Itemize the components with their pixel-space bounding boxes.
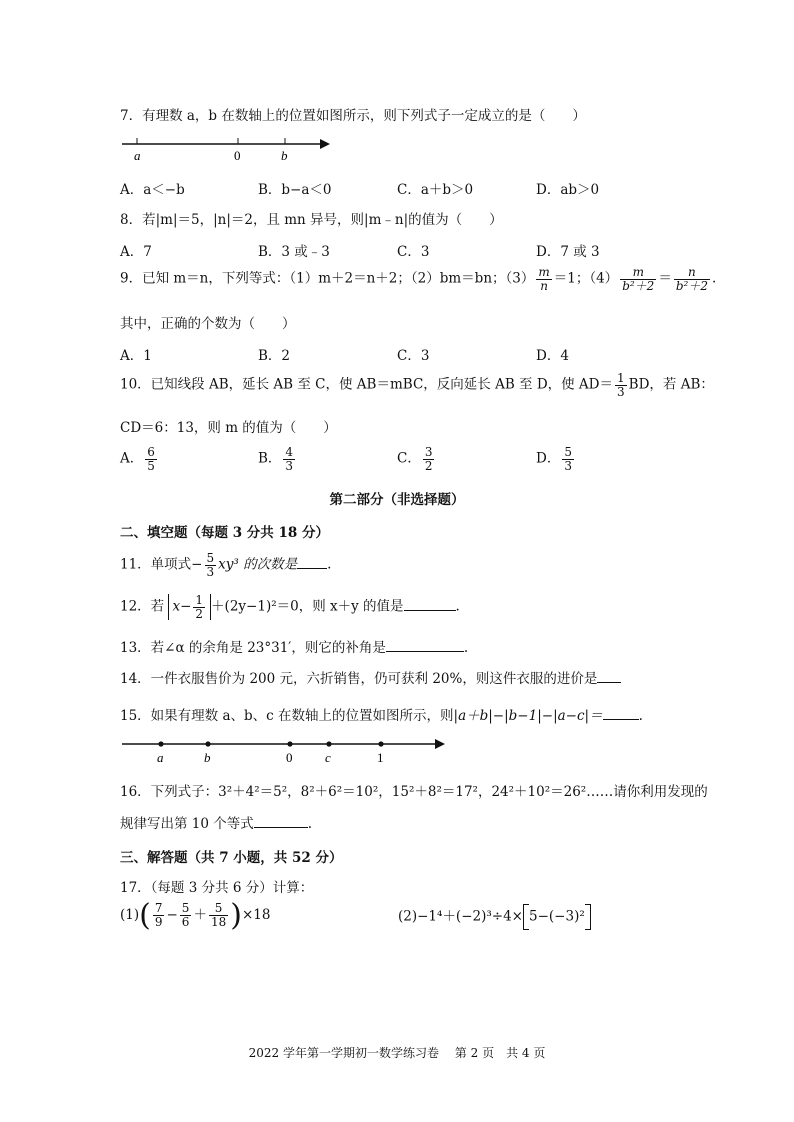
- q7-number-line: [120, 132, 335, 164]
- q14-answer-blank: [597, 670, 621, 683]
- q7-option-c: C．a＋b＞0: [397, 182, 474, 198]
- q16-answer-blank: [254, 815, 308, 828]
- q9-line2: 其中，正确的个数为（ ）: [120, 316, 296, 332]
- q10-option-c: C． $\frac{3}{2}$: [397, 445, 433, 473]
- q10-option-b: B． $\frac{4}{3}$: [258, 445, 294, 473]
- q10-option-d: D． $\frac{5}{3}$: [536, 445, 572, 473]
- q7-stem: 7．有理数 a，b 在数轴上的位置如图所示，则下列式子一定成立的是（ ）: [120, 108, 586, 124]
- q9-option-a: A．1: [120, 348, 152, 364]
- q9-option-c: C．3: [397, 348, 430, 364]
- q9-option-b: B．2: [258, 348, 291, 364]
- q7-axis-label-b: b: [281, 148, 288, 163]
- q8-option-b: B．3 或﹣3: [258, 244, 330, 260]
- q15-axis-label-a: a: [157, 750, 164, 765]
- q17-part2: (2)−1⁴＋(−2)³÷4× 5−(−3)²: [398, 904, 591, 930]
- page-footer: 2022 学年第一学期初一数学练习卷 第 2 页 共 4 页: [248, 1046, 546, 1060]
- q8-stem: 8．若|m|＝5，|n|＝2，且 mn 异号，则|m﹣n|的值为（ ）: [120, 212, 503, 228]
- q15-axis-label-c: c: [325, 750, 331, 765]
- q12: 12．若 x− $\frac{1}{2}$ ＋(2y−1)²＝0，则 x＋y 的值是 .: [120, 593, 460, 621]
- q10-stem: 10．已知线段 AB，延长 AB 至 C，使 AB＝mBC，反向延长 AB 至 D，使 AD＝ $\frac{1}{3}$ BD，若 AB：: [120, 371, 714, 399]
- q12-answer-blank: [404, 598, 456, 611]
- q8-option-c: C．3: [397, 244, 430, 260]
- q7-axis-label-0: 0: [234, 148, 241, 163]
- q14: 14．一件衣服售价为 200 元，六折销售，仍可获利 20%，则这件衣服的进价是: [120, 667, 621, 687]
- q17-stem: 17．（每题 3 分共 6 分）计算：: [120, 880, 314, 896]
- part2-title: 第二部分（非选择题）: [329, 492, 465, 508]
- q15-answer-blank: [603, 707, 639, 720]
- q13-answer-blank: [386, 639, 464, 652]
- q11: 11．单项式− $\frac{5}{3}$ xy³ 的次数是 .: [120, 551, 332, 579]
- section3-title: 三、解答题（共 7 小题，共 52 分）: [120, 850, 343, 866]
- q15-axis-label-b: b: [204, 750, 211, 765]
- q11-answer-blank: [297, 556, 327, 569]
- q8-option-a: A．7: [120, 244, 152, 260]
- q16-line2: 规律写出第 10 个等式 .: [120, 816, 313, 832]
- q16-line1: 16．下列式子：3²＋4²＝5²，8²＋6²＝10²，15²＋8²＝17²，24²＋10²＝26²……请你利用发现的: [120, 784, 708, 800]
- q7-option-d: D．ab＞0: [536, 182, 600, 198]
- q15-axis-label-1: 1: [377, 750, 384, 765]
- q10-option-a: A． $\frac{6}{5}$: [120, 445, 155, 473]
- q9-option-d: D．4: [536, 348, 569, 364]
- section2-title: 二、填空题（每题 3 分共 18 分）: [120, 525, 329, 541]
- q15-axis-label-0: 0: [286, 750, 293, 765]
- q9-stem: 9．已知 m＝n，下列等式：（1）m＋2＝n＋2；（2）bm＝bn；（3） $\frac{m}{n}$ ＝1；（4） $\frac{m}{\text{b²＋2}}$ ＝ $\frac{n}{\text{b²＋2}}$ .: [120, 265, 717, 293]
- q10-line2: CD＝6：13，则 m 的值为（ ）: [120, 420, 337, 436]
- q8-option-d: D．7 或 3: [536, 244, 600, 260]
- q7-axis-label-a: a: [134, 148, 141, 163]
- q15: 15．如果有理数 a、b、c 在数轴上的位置如图所示，则|a＋b|−|b−1|−|a−c|＝ .: [120, 708, 643, 724]
- q15-number-line: [120, 734, 450, 768]
- q7-option-a: A．a＜−b: [120, 182, 185, 198]
- q13: 13．若∠α 的余角是 23°31′，则它的补角是 .: [120, 640, 469, 656]
- q17-part1: (1)( $\frac{7}{9}$ − $\frac{5}{6}$ ＋ $\frac{5}{18}$ )×18: [120, 898, 271, 933]
- q7-option-b: B．b−a＜0: [258, 182, 332, 198]
